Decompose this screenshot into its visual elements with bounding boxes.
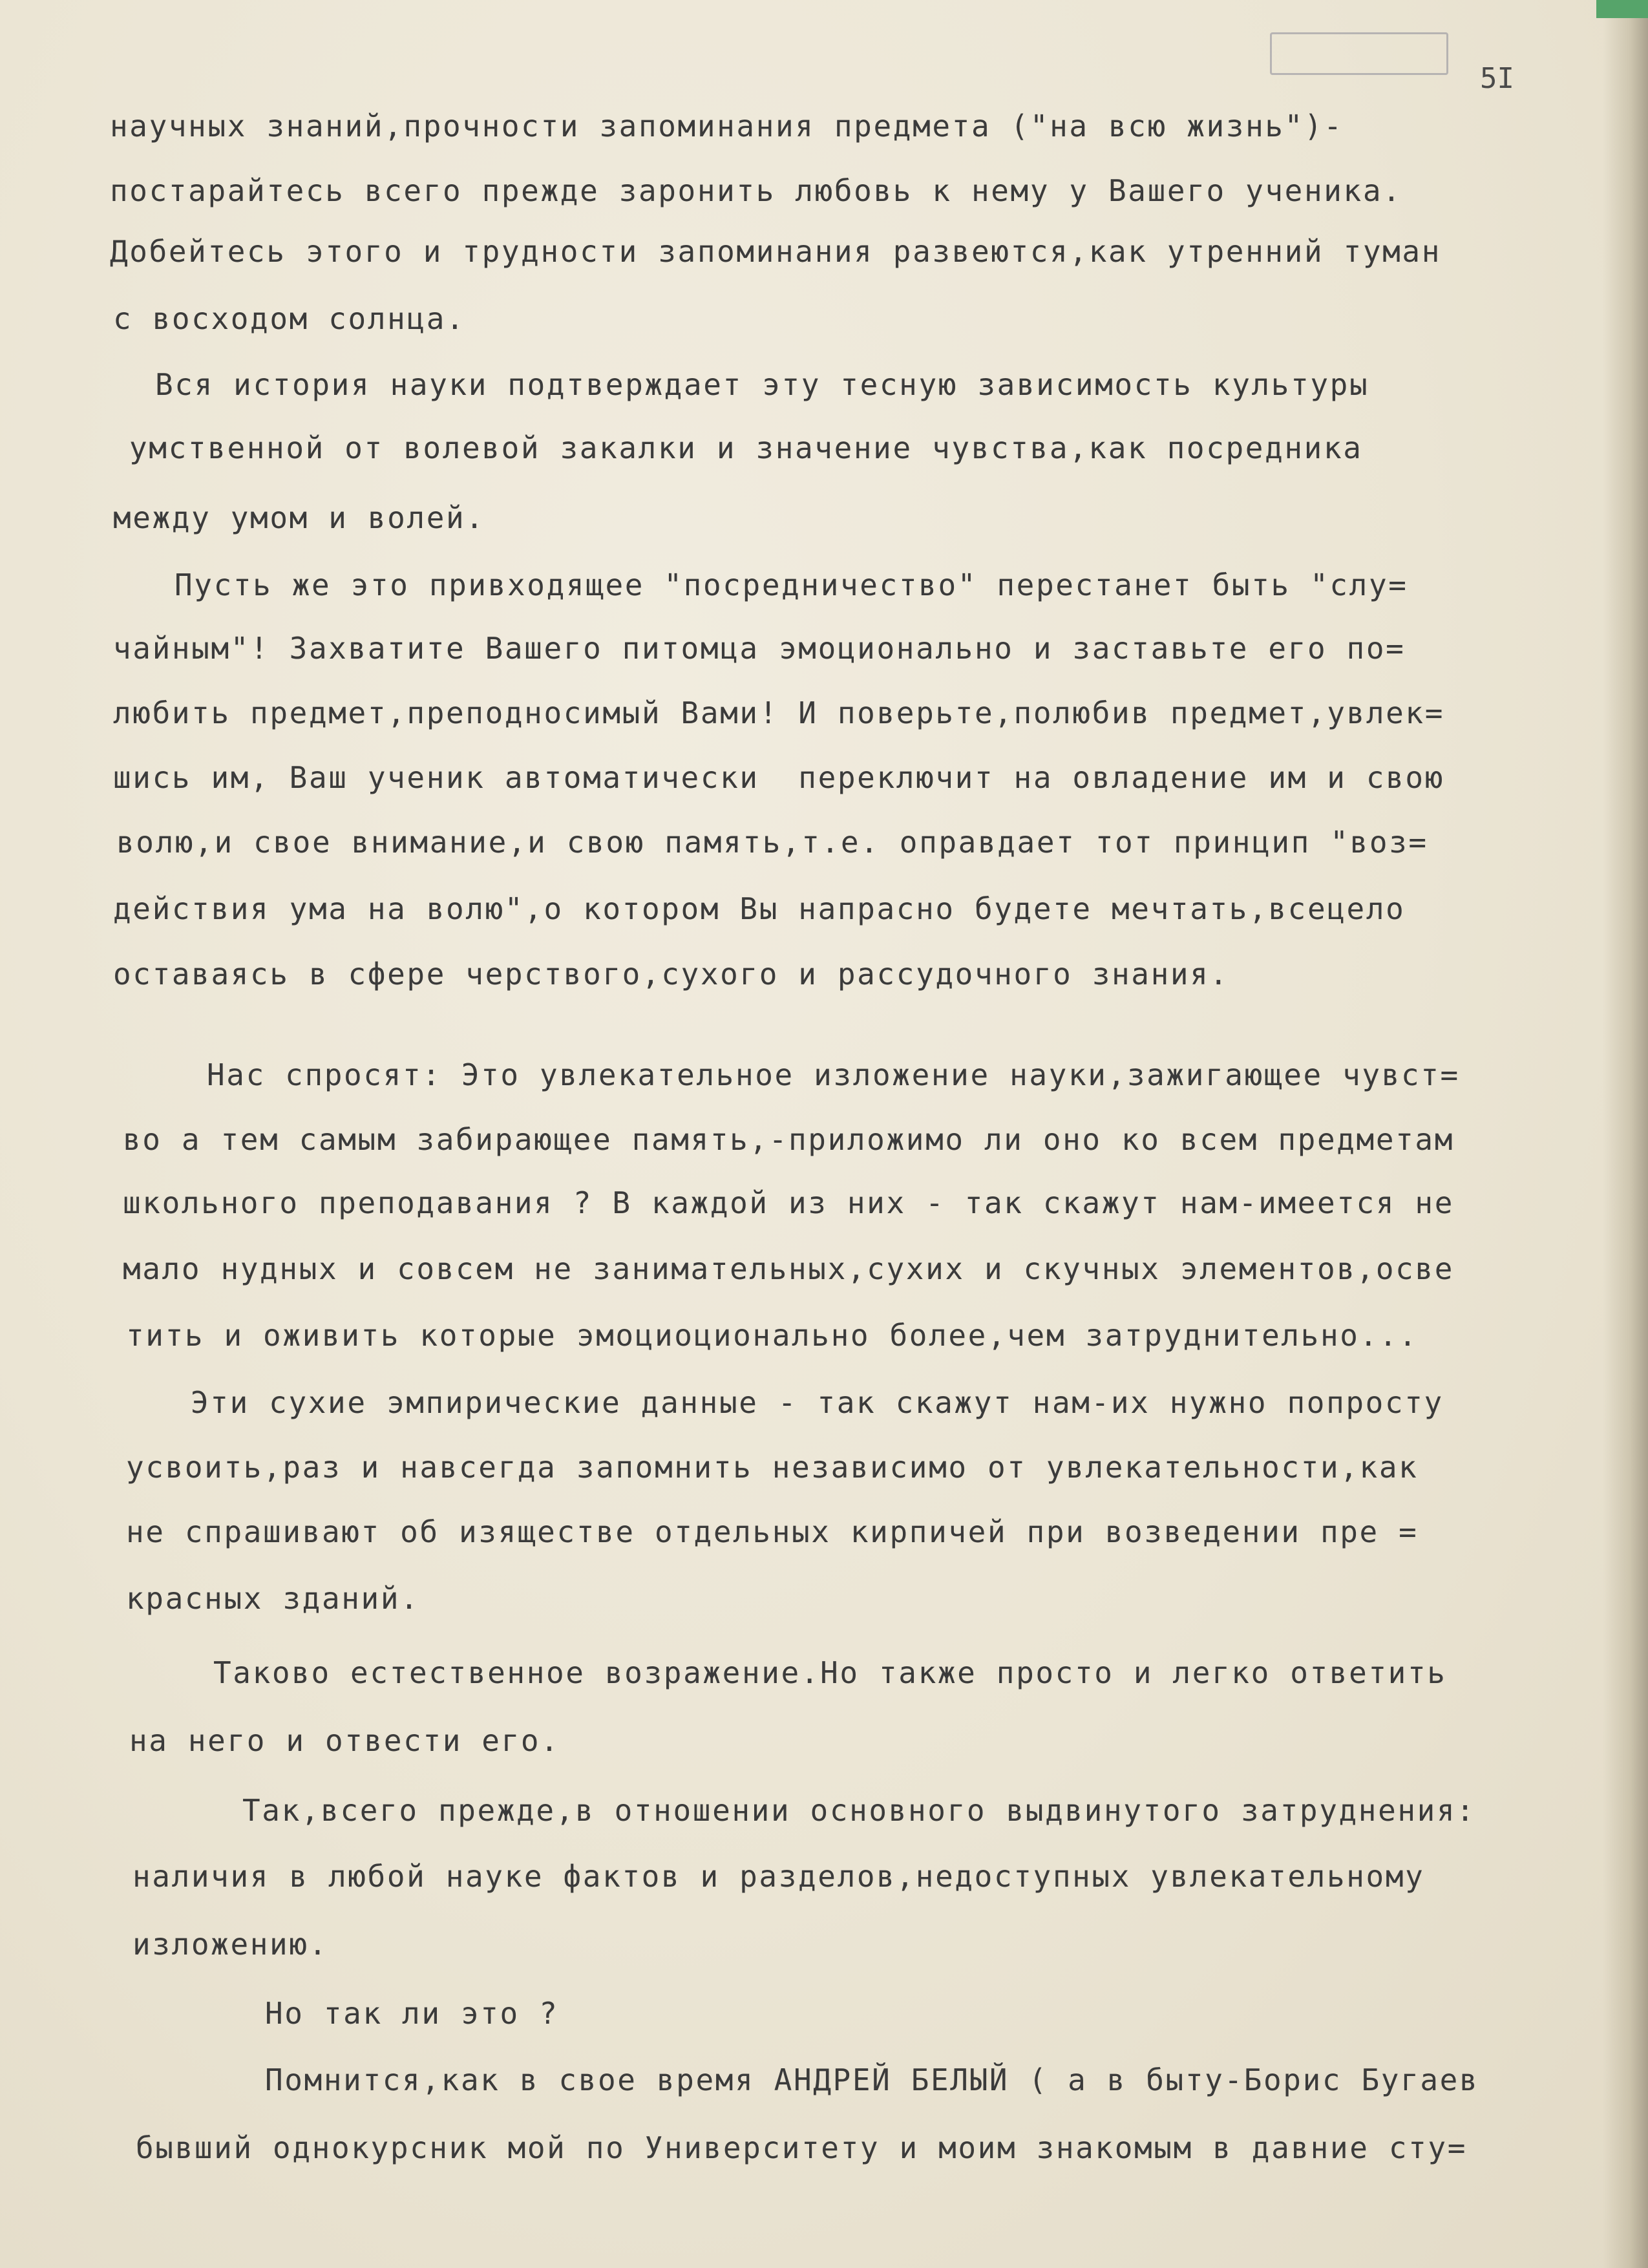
text-line: Таково естественное возражение.Но также просто и легко ответить [213, 1655, 1447, 1690]
text-line: изложению. [132, 1927, 328, 1962]
text-line: наличия в любой науке фактов и разделов,недоступных увлекательному [132, 1859, 1425, 1894]
text-line: между умом и волей. [113, 500, 485, 535]
text-line: Но так ли это ? [265, 1996, 559, 2031]
archive-tab-marker [1596, 0, 1648, 18]
text-line: волю,и свое внимание,и свою память,т.е. оправдает тот принцип "воз= [116, 825, 1428, 860]
text-line: с восходом солнца. [113, 301, 466, 336]
text-line: Помнится,как в свое время АНДРЕЙ БЕЛЫЙ ( а в быту-Борис Бугаев [265, 2062, 1479, 2097]
archive-stamp [1270, 32, 1448, 75]
text-line: бывший однокурсник мой по Университету и моим знакомым в давние сту= [136, 2130, 1468, 2165]
text-line: оставаясь в сфере черствого,сухого и рассудочного знания. [113, 957, 1229, 991]
text-line: Нас спросят: Это увлекательное изложение науки,зажигающее чувст= [207, 1057, 1460, 1092]
text-line: во а тем самым забирающее память,-приложимо ли оно ко всем предметам [123, 1122, 1455, 1157]
text-line: шись им, Ваш ученик автоматически переключит на овладение им и свою [113, 760, 1445, 795]
text-line: Пусть же это привходящее "посредничество" перестанет быть "слу= [174, 567, 1408, 602]
text-line: красных зданий. [126, 1581, 420, 1616]
text-line: школьного преподавания ? В каждой из них - так скажут нам-имеется не [123, 1185, 1455, 1220]
text-line: чайным"! Захватите Вашего питомца эмоционально и заставьте его по= [113, 631, 1406, 666]
text-line: мало нудных и совсем не занимательных,сухих и скучных элементов,осве [123, 1251, 1455, 1286]
text-line: усвоить,раз и навсегда запомнить независимо от увлекательности,как [126, 1450, 1419, 1485]
page-edge-shadow [1603, 0, 1648, 2268]
text-line: умственной от волевой закалки и значение чувства,как посредника [129, 430, 1363, 465]
text-line: действия ума на волю",о котором Вы напрасно будете мечтать,всецело [113, 891, 1406, 926]
text-line: Эти сухие эмпирические данные - так скажут нам-их нужно попросту [191, 1385, 1444, 1420]
text-line: научных знаний,прочности запоминания предмета ("на всю жизнь")- [110, 109, 1344, 143]
text-line: Вся история науки подтверждает эту тесную зависимость культуры [155, 367, 1369, 402]
text-line: Так,всего прежде,в отношении основного выдвинутого затруднения: [242, 1793, 1476, 1828]
text-line: постарайтесь всего прежде заронить любовь к нему у Вашего ученика. [110, 173, 1402, 208]
page-number: 5I [1480, 62, 1514, 95]
text-line: любить предмет,преподносимый Вами! И поверьте,полюбив предмет,увлек= [113, 695, 1445, 730]
text-line: на него и отвести его. [129, 1723, 560, 1758]
text-line: тить и оживить которые эмоциоционально более,чем затруднительно... [126, 1318, 1419, 1353]
text-line: Добейтесь этого и трудности запоминания развеются,как утренний туман [110, 234, 1442, 269]
text-line: не спрашивают об изяществе отдельных кирпичей при возведении пре = [126, 1514, 1419, 1549]
